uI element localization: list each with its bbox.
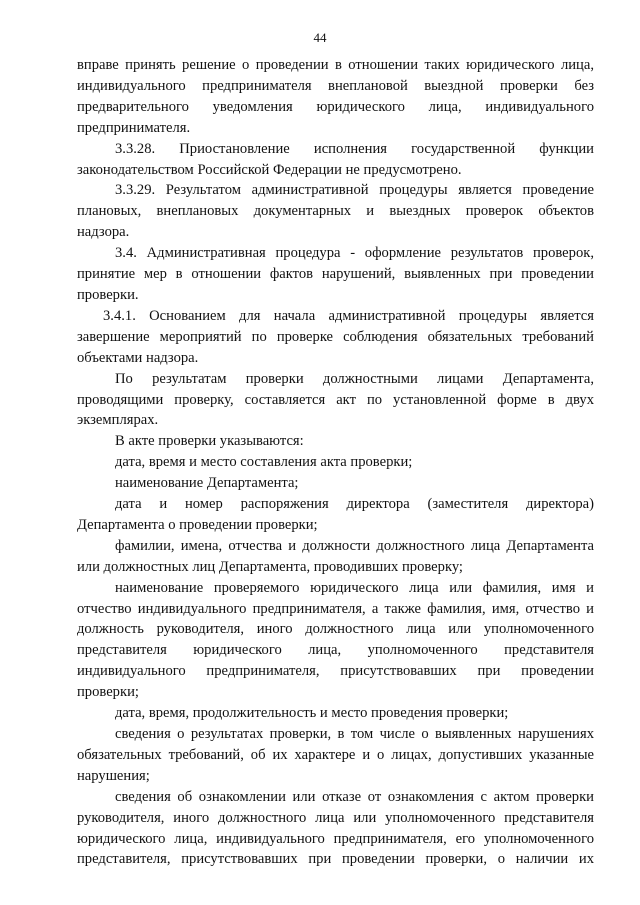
text-line: нарушения; xyxy=(77,767,150,784)
text-line: наименование проверяемого юридического лица или фамилия, имя и xyxy=(115,579,594,596)
text-line: завершение мероприятий по проверке соблюдения обязательных требований xyxy=(77,328,594,345)
text-line: или должностных лиц Департамента, проводивших проверку; xyxy=(77,558,463,575)
text-line: В акте проверки указываются: xyxy=(115,433,304,450)
text-line: дата, время и место составления акта проверки; xyxy=(115,454,413,471)
paragraph xyxy=(77,180,594,243)
paragraph xyxy=(77,473,594,494)
paragraph xyxy=(77,787,594,871)
text-line: дата, время, продолжительность и место проведения проверки; xyxy=(115,705,509,722)
text-line: проверки; xyxy=(77,684,139,701)
paragraph xyxy=(77,55,594,139)
paragraph xyxy=(77,536,594,578)
text-line: объектами надзора. xyxy=(77,349,199,366)
text-line: принятие мер в отношении фактов нарушений, выявленных при проведении xyxy=(77,266,594,283)
paragraph xyxy=(77,724,594,787)
text-line: сведения об ознакомлении или отказе от ознакомления с актом проверки xyxy=(115,788,594,805)
page-number: 44 xyxy=(313,30,327,45)
paragraph xyxy=(77,306,594,369)
text-line: предварительного уведомления юридического лица, индивидуального xyxy=(77,98,594,115)
document-body xyxy=(77,55,594,870)
text-line: наименование Департамента; xyxy=(115,475,299,492)
text-line: должность руководителя, иного должностного лица или уполномоченного xyxy=(77,621,594,638)
text-line: юридического лица, индивидуального предпринимателя, его уполномоченного xyxy=(77,830,594,847)
text-line: отчество индивидуального предпринимателя, а также фамилия, имя, отчество и xyxy=(77,600,594,617)
text-line: проверки. xyxy=(77,286,139,303)
paragraph xyxy=(77,703,594,724)
text-line: предпринимателя. xyxy=(77,119,191,136)
text-line: руководителя, иного должностного лица или уполномоченного представителя xyxy=(77,809,594,826)
text-line: проводящими проверку, составляется акт по установленной форме в двух xyxy=(77,391,594,408)
paragraph xyxy=(77,452,594,473)
text-line: 3.3.28. Приостановление исполнения государственной функции xyxy=(115,140,594,157)
text-line: обязательных требований, об их характере и о лицах, допустивших указанные xyxy=(77,746,594,763)
text-line: 3.4.1. Основанием для начала административной процедуры является xyxy=(103,307,594,324)
paragraph xyxy=(77,494,594,536)
paragraph xyxy=(77,431,594,452)
text-line: фамилии, имена, отчества и должности должностного лица Департамента xyxy=(115,537,594,554)
text-line: представителя, присутствовавших при проведении проверки, о наличии их xyxy=(77,851,594,868)
text-line: представителя юридического лица, уполномоченного представителя xyxy=(77,642,594,659)
paragraph xyxy=(77,578,594,703)
text-line: экземплярах. xyxy=(77,412,159,429)
text-line: 3.4. Административная процедура - оформление результатов проверок, xyxy=(115,245,594,262)
paragraph xyxy=(77,369,594,432)
text-line: надзора. xyxy=(77,224,130,241)
paragraph xyxy=(77,139,594,181)
text-line: законодательством Российской Федерации не предусмотрено. xyxy=(77,161,462,178)
text-line: вправе принять решение о проведении в отношении таких юридического лица, xyxy=(77,57,594,73)
paragraph xyxy=(77,243,594,306)
text-line: индивидуального предпринимателя внеплановой выездной проверки без xyxy=(77,77,594,94)
text-line: дата и номер распоряжения директора (заместителя директора) xyxy=(115,496,594,513)
text-line: 3.3.29. Результатом административной процедуры является проведение xyxy=(115,182,594,199)
text-line: По результатам проверки должностными лицами Департамента, xyxy=(115,370,594,387)
text-line: Департамента о проведении проверки; xyxy=(77,516,318,533)
text-line: плановых, внеплановых документарных и выездных проверок объектов xyxy=(77,203,594,220)
text-line: индивидуального предпринимателя, присутствовавших при проведении xyxy=(77,663,594,680)
text-line: сведения о результатах проверки, в том числе о выявленных нарушениях xyxy=(115,726,594,742)
